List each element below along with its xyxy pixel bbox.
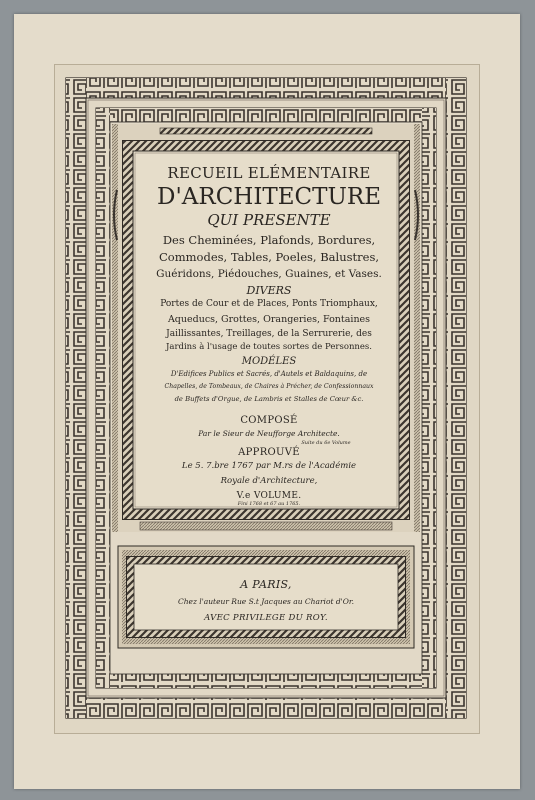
section1-line-2: Commodes, Tables, Poeles, Balustres, [159,250,379,264]
volume-dates: Fini 1768 et 67 au 1765. [237,501,301,507]
suite-note: Suite du 6e Volume [301,440,351,446]
section2-line-1: Portes de Cour et de Places, Ponts Triomphaux, [160,299,378,309]
imprint-address: Chez l'auteur Rue S.t Jacques au Chariot d'Or. [177,597,355,606]
section2-heading: DIVERS [246,284,292,297]
section3-line-1: D'Edifices Publics et Sacrés, d'Autels et Baldaquins, de [170,370,368,378]
approval-line-2: Royale d'Architecture, [220,476,318,486]
section1-line-3: Guéridons, Piédouches, Guaines, et Vases. [156,268,382,280]
section3-line-3: de Buffets d'Orgue, de Lambris et Stalles de Cœur &c. [174,395,364,403]
author-line: Par le Sieur de Neufforge Architecte. [198,429,340,438]
approval-line-1: Le 5. 7.bre 1767 par M.rs de l'Académie [181,461,357,471]
title-line-3: QUI PRESENTE [207,211,331,229]
section3-line-2: Chapelles, de Tombeaux, de Chaires à Précher, de Confessionnaux [164,383,374,390]
section2-line-3: Jaillissantes, Treillages, de la Serrurerie, des [166,329,372,339]
section2-line-2: Aqueducs, Grottes, Orangeries, Fontaines [167,314,371,325]
section2-line-4: Jardins à l'usage de toutes sortes de Personnes. [165,342,372,352]
title-line-2: D'ARCHITECTURE [157,184,381,210]
approuve-heading: APPROUVÉ [238,447,300,458]
section1-line-1: Des Cheminées, Plafonds, Bordures, [162,233,376,247]
title-line-1: RECUEIL ELÉMENTAIRE [167,164,371,182]
section3-heading: MODÉLES [241,356,297,367]
compose-heading: COMPOSÉ [240,415,298,426]
imprint-privilege: AVEC PRIVILEGE DU ROY. [204,613,328,623]
volume-label: V.e VOLUME. [236,491,302,501]
imprint-city: A PARIS, [240,578,292,591]
